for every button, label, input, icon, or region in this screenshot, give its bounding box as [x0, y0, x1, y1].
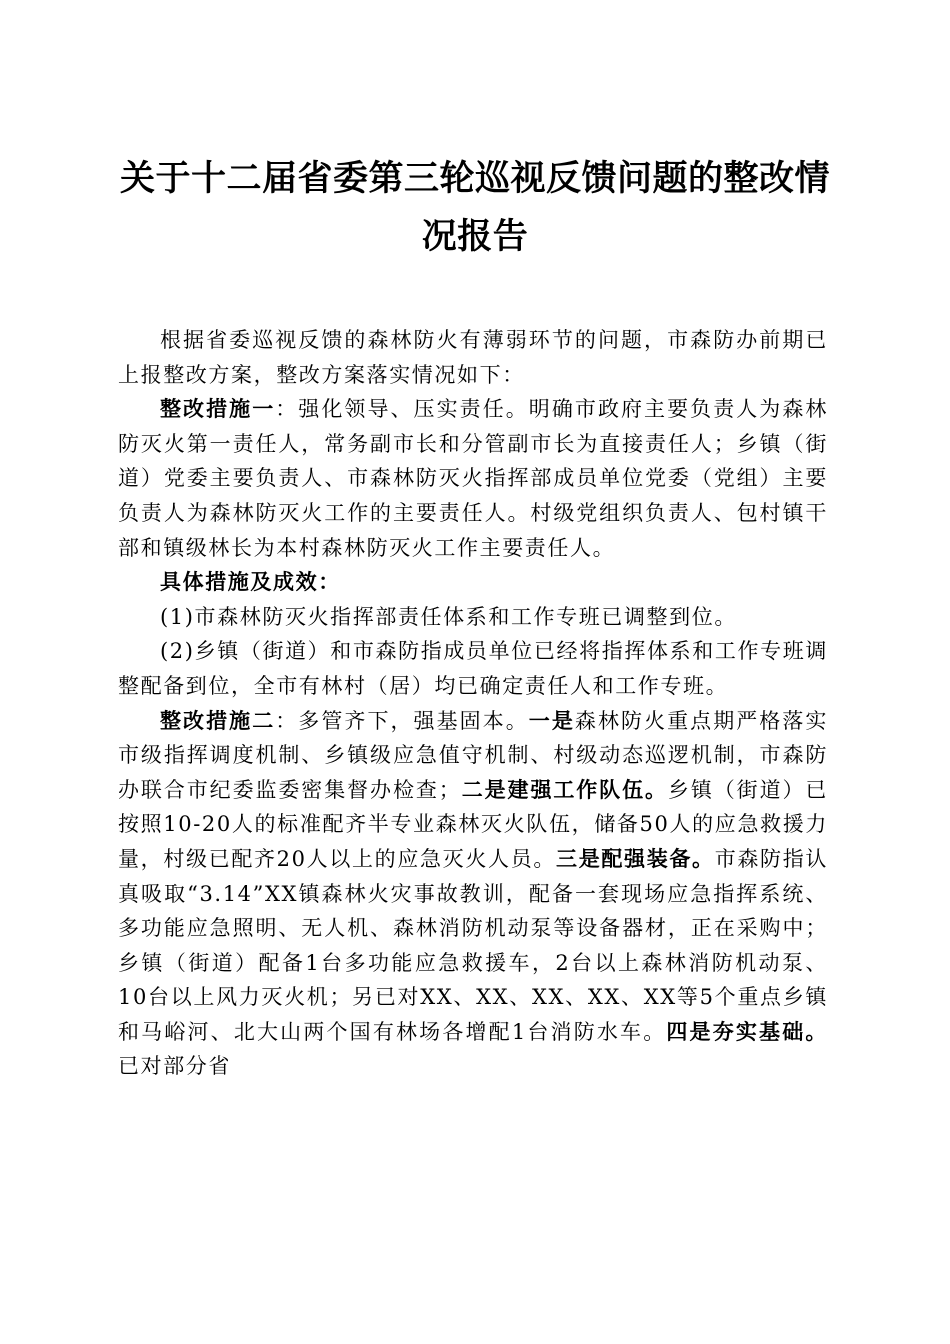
- measure-two-bold-1: 一是: [528, 708, 575, 733]
- measure-one-label: 整改措施一: [160, 397, 276, 422]
- title-line-2: 况报告: [421, 216, 529, 257]
- measure-two-bold-4: 四是夯实基础。: [666, 1019, 828, 1044]
- results-heading: [118, 565, 828, 600]
- result-item-2: (2)乡镇（街道）和市森防指成员单位已经将指挥体系和工作专班调整配备到位，全市有林村（居）均已确定责任人和工作专班。: [118, 639, 828, 698]
- measure-two-text-c: 乡镇（街道）已按照10-20人的标准配齐半专业森林灭火队伍，储备50人的应急救援力量，村级已配齐20人以上的应急灭火人员。: [118, 777, 828, 871]
- measure-two-paragraph: [118, 704, 828, 1085]
- measure-one-text: ：强化领导、压实责任。明确市政府主要负责人为森林防灭火第一责任人，常务副市长和分管副市长为直接责任人；乡镇（街道）党委主要负责人、市森林防灭火指挥部成员单位党委（党组）主要负责人为森林防灭火工作的主要责任人。村级党组织负责人、包村镇干部和镇级林长为本村森林防灭火工作主要责任人。: [118, 397, 828, 560]
- measure-two-text-d: 市森防指认真吸取“3.14”XX镇森林火灾事故教训，配备一套现场应急指挥系统、多功能应急照明、无人机、森林消防机动泵等设备器材，正在采购中；乡镇（街道）配备1台多功能应急救援车，2台以上森林消防机动泵、10台以上风力灭火机；另已对XX、XX、XX、XX、XX等5个重点乡镇和马峪河、北大山两个国有林场各增配1台消防水车。: [118, 846, 828, 1044]
- measure-two-text-e: 已对部分省: [118, 1054, 231, 1079]
- measure-two-bold-2: 二是建强工作队伍。: [461, 777, 668, 802]
- results-heading-text: 具体措施及成效：: [160, 570, 341, 595]
- document-body: [118, 323, 828, 1084]
- measure-two-bold-3: 三是配强装备。: [556, 846, 715, 871]
- document-title: [110, 150, 840, 266]
- measure-two-text-b: 森林防火重点期严格落实市级指挥调度机制、乡镇级应急值守机制、村级动态巡逻机制，市森防办联合市纪委监委密集督办检查；: [118, 708, 828, 802]
- measure-two-label: 整改措施二: [160, 708, 276, 733]
- result-item-1: (1)市森林防灭火指挥部责任体系和工作专班已调整到位。: [160, 604, 737, 629]
- measure-one-paragraph: [118, 392, 828, 565]
- intro-paragraph: 根据省委巡视反馈的森林防火有薄弱环节的问题，市森防办前期已上报整改方案，整改方案落实情况如下：: [118, 328, 828, 387]
- measure-two-text-a: ：多管齐下，强基固本。: [275, 708, 529, 733]
- title-line-1: 关于十二届省委第三轮巡视反馈问题的整改情: [119, 158, 830, 199]
